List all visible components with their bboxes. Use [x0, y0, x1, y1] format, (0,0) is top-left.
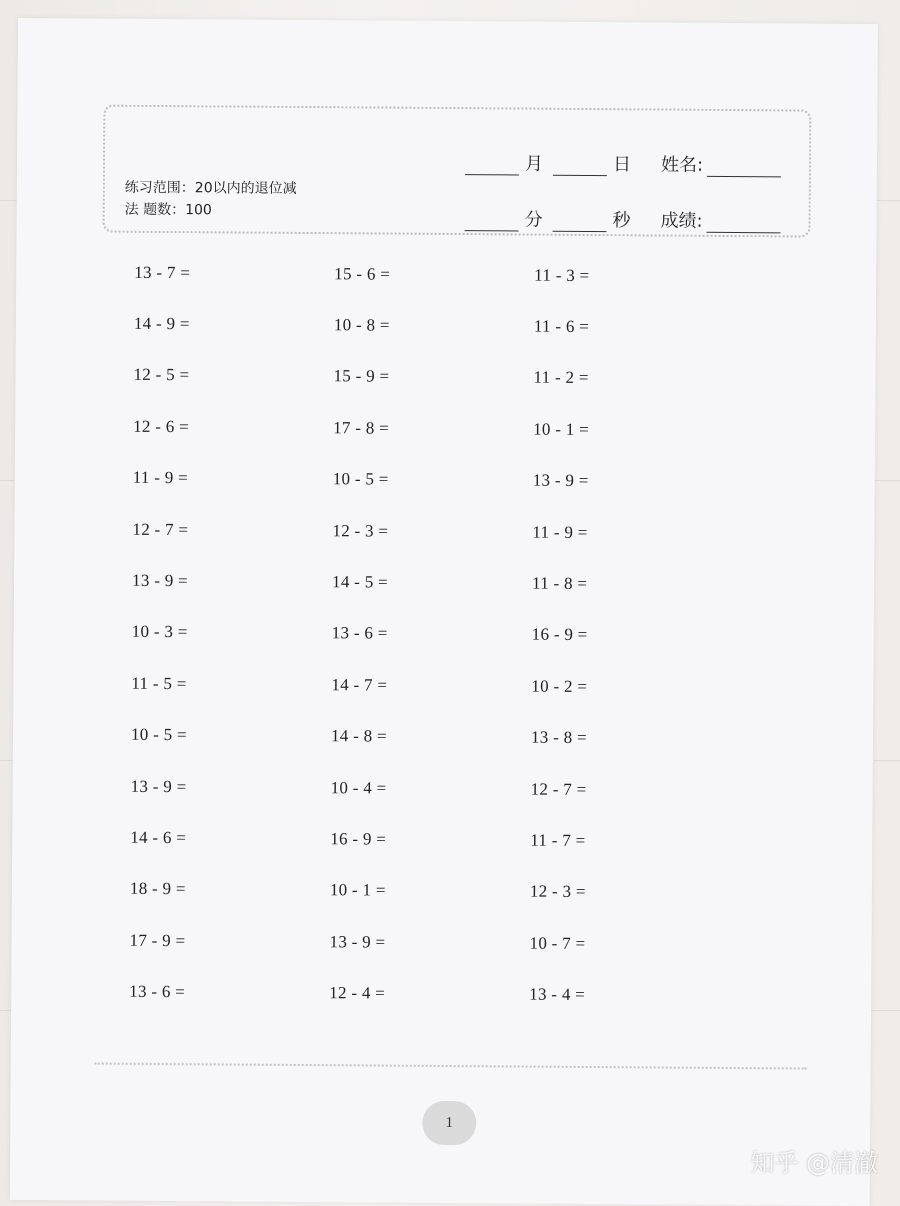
problem-item: 12 - 7 =: [530, 779, 587, 799]
name-blank: [707, 154, 781, 178]
scope-line-2: 法 题数：100: [124, 201, 212, 219]
time-score-row: [465, 191, 795, 233]
problem-row: [134, 298, 734, 354]
problem-item: 13 - 9 =: [132, 570, 189, 591]
problem-row: [132, 555, 732, 611]
problem-item: 11 - 8 =: [532, 573, 588, 594]
problem-row: [129, 966, 729, 1022]
problem-item: 12 - 7 =: [132, 519, 189, 539]
problem-item: 14 - 6 =: [130, 827, 187, 848]
day-blank: [553, 153, 607, 176]
problem-row: [133, 401, 733, 457]
minute-label: 分: [524, 209, 543, 231]
problem-item: 14 - 5 =: [332, 572, 389, 592]
day-label: 日: [612, 154, 632, 176]
problem-item: 12 - 4 =: [329, 983, 386, 1003]
problem-item: 10 - 1 =: [533, 419, 590, 439]
problem-item: 11 - 5 =: [131, 673, 187, 694]
problem-item: 10 - 4 =: [330, 777, 387, 798]
page-number: 1: [422, 1101, 476, 1145]
problem-row: [132, 607, 732, 663]
problem-item: 10 - 1 =: [329, 880, 386, 900]
problem-item: 10 - 5 =: [332, 469, 389, 489]
worksheet-header: [103, 105, 812, 238]
problem-item: 12 - 3 =: [529, 881, 586, 902]
problem-item: 11 - 3 =: [534, 265, 590, 285]
score-label: 成绩:: [660, 210, 703, 232]
problem-item: 15 - 6 =: [334, 263, 391, 284]
month-label: 月: [524, 153, 544, 175]
problem-row: [130, 812, 730, 868]
problem-item: 12 - 6 =: [133, 416, 190, 437]
problem-row: [130, 761, 730, 817]
problem-item: 13 - 8 =: [530, 727, 587, 748]
problem-row: [129, 915, 729, 971]
problem-row: [134, 247, 734, 303]
practice-scope: [125, 177, 340, 222]
problem-item: 14 - 8 =: [330, 726, 387, 746]
worksheet-page: [10, 18, 878, 1206]
problem-item: 10 - 7 =: [529, 933, 586, 953]
date-name-row: [465, 135, 795, 177]
problem-item: 10 - 8 =: [333, 315, 390, 335]
problem-item: 11 - 9 =: [132, 468, 189, 488]
month-blank: [465, 152, 519, 175]
problem-item: 11 - 6 =: [533, 316, 590, 337]
footer-divider: [95, 1063, 807, 1070]
problem-item: 15 - 9 =: [333, 366, 390, 387]
problem-item: 11 - 7 =: [530, 830, 586, 850]
score-blank: [707, 210, 781, 234]
problem-row: [131, 658, 731, 714]
scope-line-1: 练习范围：20以内的退位减: [124, 179, 297, 197]
problem-item: 14 - 7 =: [331, 675, 388, 695]
problem-row: [133, 452, 733, 508]
problem-row: [133, 350, 733, 406]
problem-row: [130, 863, 730, 919]
problem-item: 13 - 9 =: [329, 931, 386, 952]
problem-item: 13 - 7 =: [134, 262, 191, 282]
second-blank: [553, 209, 607, 232]
problem-item: 13 - 6 =: [129, 981, 186, 1002]
name-label: 姓名:: [660, 154, 704, 176]
problem-item: 10 - 5 =: [130, 725, 187, 745]
problem-item: 13 - 6 =: [331, 623, 388, 644]
problem-item: 10 - 3 =: [131, 622, 188, 642]
problem-item: 16 - 9 =: [531, 625, 588, 645]
watermark: 知乎 @清澈: [750, 1149, 878, 1177]
problem-item: 12 - 5 =: [133, 365, 190, 385]
second-label: 秒: [612, 210, 631, 232]
problem-grid: [129, 247, 734, 1022]
problem-row: [131, 709, 731, 765]
problem-item: 16 - 9 =: [330, 829, 387, 849]
problem-item: 17 - 8 =: [333, 418, 390, 438]
problem-item: 13 - 9 =: [130, 776, 187, 796]
problem-item: 12 - 3 =: [332, 520, 389, 541]
problem-item: 13 - 4 =: [529, 984, 586, 1005]
problem-row: [132, 504, 732, 560]
problem-item: 10 - 2 =: [531, 676, 588, 696]
problem-item: 13 - 9 =: [532, 470, 589, 491]
problem-item: 11 - 2 =: [533, 368, 589, 388]
problem-item: 17 - 9 =: [129, 930, 186, 950]
problem-item: 11 - 9 =: [532, 522, 588, 542]
header-fields: [464, 135, 795, 249]
minute-blank: [465, 208, 519, 231]
problem-item: 18 - 9 =: [129, 879, 186, 899]
problem-item: 14 - 9 =: [133, 313, 190, 334]
